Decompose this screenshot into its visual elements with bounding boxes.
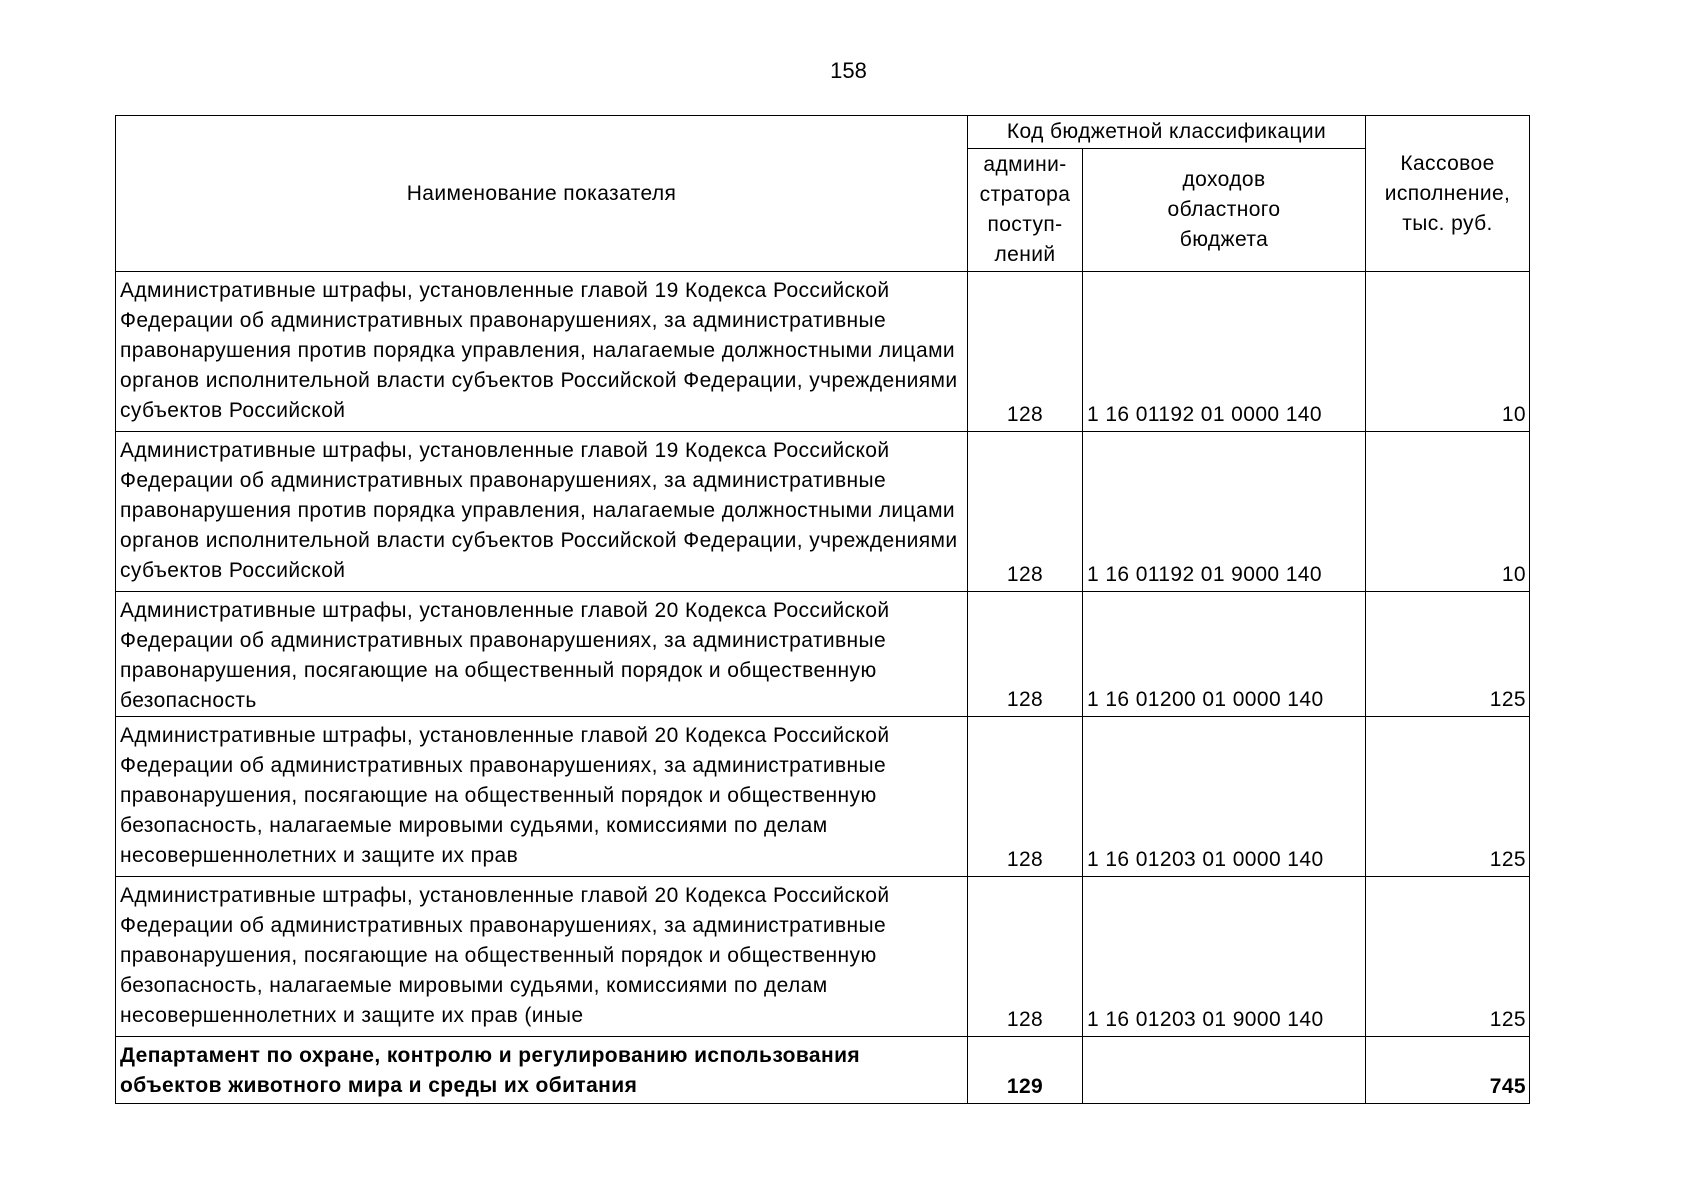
table-row xyxy=(116,717,1530,877)
row-amount: 125 xyxy=(1366,592,1530,717)
row-name: Административные штрафы, установленные главой 20 Кодекса Российской Федерации об административных правонарушениях, за административные правонарушения, посягающие на общественный порядок и общественную безопасность, налагаемые мировыми судьями, комиссиями по делам несовершеннолетних и защите их прав (иные xyxy=(116,877,968,1037)
row-income-code: 1 16 01192 01 0000 140 xyxy=(1083,272,1366,432)
row-admin-code: 128 xyxy=(968,592,1083,717)
budget-table xyxy=(115,115,1530,1104)
row-amount: 10 xyxy=(1366,272,1530,432)
table-row xyxy=(116,877,1530,1037)
table-row xyxy=(116,432,1530,592)
row-income-code: 1 16 01200 01 0000 140 xyxy=(1083,592,1366,717)
row-name: Административные штрафы, установленные главой 19 Кодекса Российской Федерации об административных правонарушениях, за административные правонарушения против порядка управления, налагаемые должностными лицами органов исполнительной власти субъектов Российской Федерации, учреждениями субъектов Российской xyxy=(116,432,968,592)
header-admin-code: админи- стратора поступ- лений xyxy=(968,149,1083,272)
row-admin-code: 128 xyxy=(968,717,1083,877)
row-income-code: 1 16 01192 01 9000 140 xyxy=(1083,432,1366,592)
header-execution: Кассовое исполнение, тыс. руб. xyxy=(1366,116,1530,272)
header-income-code: доходов областного бюджета xyxy=(1083,149,1366,272)
row-name: Административные штрафы, установленные главой 20 Кодекса Российской Федерации об административных правонарушениях, за административные правонарушения, посягающие на общественный порядок и общественную безопасность, налагаемые мировыми судьями, комиссиями по делам несовершеннолетних и защите их прав xyxy=(116,717,968,877)
header-name: Наименование показателя xyxy=(116,116,968,272)
row-name: Департамент по охране, контролю и регулированию использования объектов животного мира и среды их обитания xyxy=(116,1037,968,1104)
row-income-code xyxy=(1083,1037,1366,1104)
row-admin-code: 128 xyxy=(968,877,1083,1037)
page-number: 158 xyxy=(830,58,867,83)
table-row xyxy=(116,272,1530,432)
row-income-code: 1 16 01203 01 0000 140 xyxy=(1083,717,1366,877)
row-amount: 125 xyxy=(1366,717,1530,877)
row-admin-code: 128 xyxy=(968,272,1083,432)
row-admin-code: 128 xyxy=(968,432,1083,592)
table-row xyxy=(116,592,1530,717)
table-row-department xyxy=(116,1037,1530,1104)
row-amount: 10 xyxy=(1366,432,1530,592)
row-name: Административные штрафы, установленные главой 20 Кодекса Российской Федерации об административных правонарушениях, за административные правонарушения, посягающие на общественный порядок и общественную безопасность xyxy=(116,592,968,717)
row-admin-code: 129 xyxy=(968,1037,1083,1104)
row-amount: 745 xyxy=(1366,1037,1530,1104)
header-code-group: Код бюджетной классификации xyxy=(968,116,1366,149)
row-income-code: 1 16 01203 01 9000 140 xyxy=(1083,877,1366,1037)
row-amount: 125 xyxy=(1366,877,1530,1037)
row-name: Административные штрафы, установленные главой 19 Кодекса Российской Федерации об административных правонарушениях, за административные правонарушения против порядка управления, налагаемые должностными лицами органов исполнительной власти субъектов Российской Федерации, учреждениями субъектов Российской xyxy=(116,272,968,432)
